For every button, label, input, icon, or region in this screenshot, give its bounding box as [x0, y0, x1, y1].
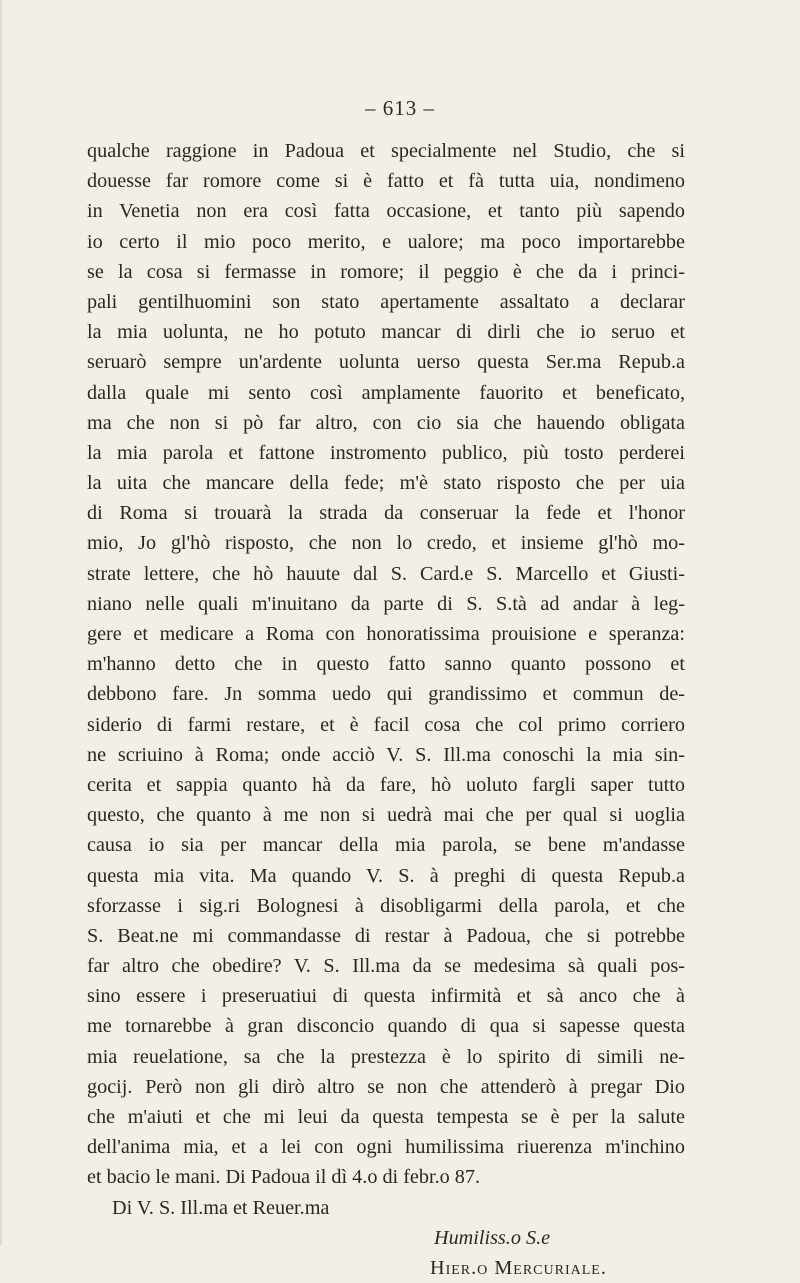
text-line: causa io sia per mancar della mia parola, se bene m'andasse [87, 834, 685, 857]
text-line: douesse far romore come si è fatto et fà tutta uia, nondimeno [87, 170, 685, 193]
text-line: debbono fare. Jn somma uedo qui grandissimo et commun de- [87, 683, 685, 706]
text-line: gere et medicare a Roma con honoratissima prouisione e speranza: [87, 623, 685, 645]
text-line: niano nelle quali m'inuitano da parte di S. S.tà ad andar à leg- [87, 592, 685, 615]
text-line: questo, che quanto à me non si uedrà mai che per qual si uoglia [87, 804, 685, 827]
text-line: sino essere i preseruatiui di questa infirmità et sà anco che à [87, 985, 685, 1008]
text-line: ma che non si pò far altro, con cio sia che hauendo obligata [87, 411, 685, 434]
text-line: far altro che obedire? V. S. Ill.ma da se medesima sà quali pos- [87, 955, 685, 978]
signature-name: Hier.o Mercuriale. [430, 1256, 607, 1279]
text-line: se la cosa si fermasse in romore; il peggio è che da i princi- [87, 260, 685, 283]
page-number: – 613 – [365, 96, 435, 120]
text-line: la mia parola et fattone instromento publico, più tosto perderei [87, 441, 685, 464]
text-line: seruarò sempre un'ardente uolunta uerso questa Ser.ma Repub.a [87, 351, 685, 374]
letter-body [87, 136, 685, 1283]
text-line: questa mia vita. Ma quando V. S. à preghi di questa Repub.a [87, 864, 685, 887]
text-line: gocij. Però non gli dirò altro se non che attenderò à pregar Dio [87, 1075, 685, 1098]
text-line: et bacio le mani. Di Padoua il dì 4.o di febr.o 87. [87, 1166, 481, 1189]
text-line: sforzasse i sig.ri Bolognesi à disobligarmi della parola, et che [87, 894, 685, 917]
text-line: qualche raggione in Padoua et specialmente nel Studio, che si [87, 140, 685, 162]
text-line: pali gentilhuomini son stato apertamente assaltato a declarar [87, 290, 685, 313]
text-line: S. Beat.ne mi commandasse di restar à Padoua, che si potrebbe [87, 924, 685, 947]
text-line: ne scriuino à Roma; onde acciò V. S. Ill.ma conoschi la mia sin- [87, 743, 685, 766]
text-line: la uita che mancare della fede; m'è stato risposto che per uia [87, 472, 685, 495]
text-line: di Roma si trouarà la strada da conseruar la fede et l'honor [87, 502, 685, 525]
text-line: m'hanno detto che in questo fatto sanno quanto possono et [87, 653, 685, 676]
text-line: siderio di farmi restare, et è facil cosa che col primo corriero [87, 713, 685, 736]
closing-formula: Di V. S. Ill.ma et Reuer.ma [112, 1196, 330, 1219]
text-line: mia reuelatione, sa che la prestezza è lo spirito di simili ne- [87, 1045, 685, 1068]
signature-salutation: Humiliss.o S.e [434, 1226, 551, 1249]
text-line: che m'aiuti et che mi leui da questa tempesta se è per la salute [87, 1106, 685, 1128]
text-line: io certo il mio poco merito, e ualore; ma poco importarebbe [87, 230, 685, 253]
text-line: strate lettere, che hò hauute dal S. Card.e S. Marcello et Giusti- [87, 562, 685, 585]
text-line: mio, Jo gl'hò risposto, che non lo credo, et insieme gl'hò mo- [87, 532, 685, 555]
page-edge [0, 0, 3, 1245]
text-line: dalla quale mi sento così amplamente fauorito et beneficato, [87, 381, 685, 404]
text-line: la mia uolunta, ne ho potuto mancar di dirli che io seruo et [87, 321, 685, 344]
text-line: in Venetia non era così fatta occasione, et tanto più sapendo [87, 200, 685, 223]
text-line: me tornarebbe à gran disconcio quando di qua si sapesse questa [87, 1015, 685, 1038]
text-line: dell'anima mia, et a lei con ogni humilissima riuerenza m'inchino [87, 1136, 685, 1159]
text-line: cerita et sappia quanto hà da fare, hò uoluto fargli saper tutto [87, 773, 685, 796]
